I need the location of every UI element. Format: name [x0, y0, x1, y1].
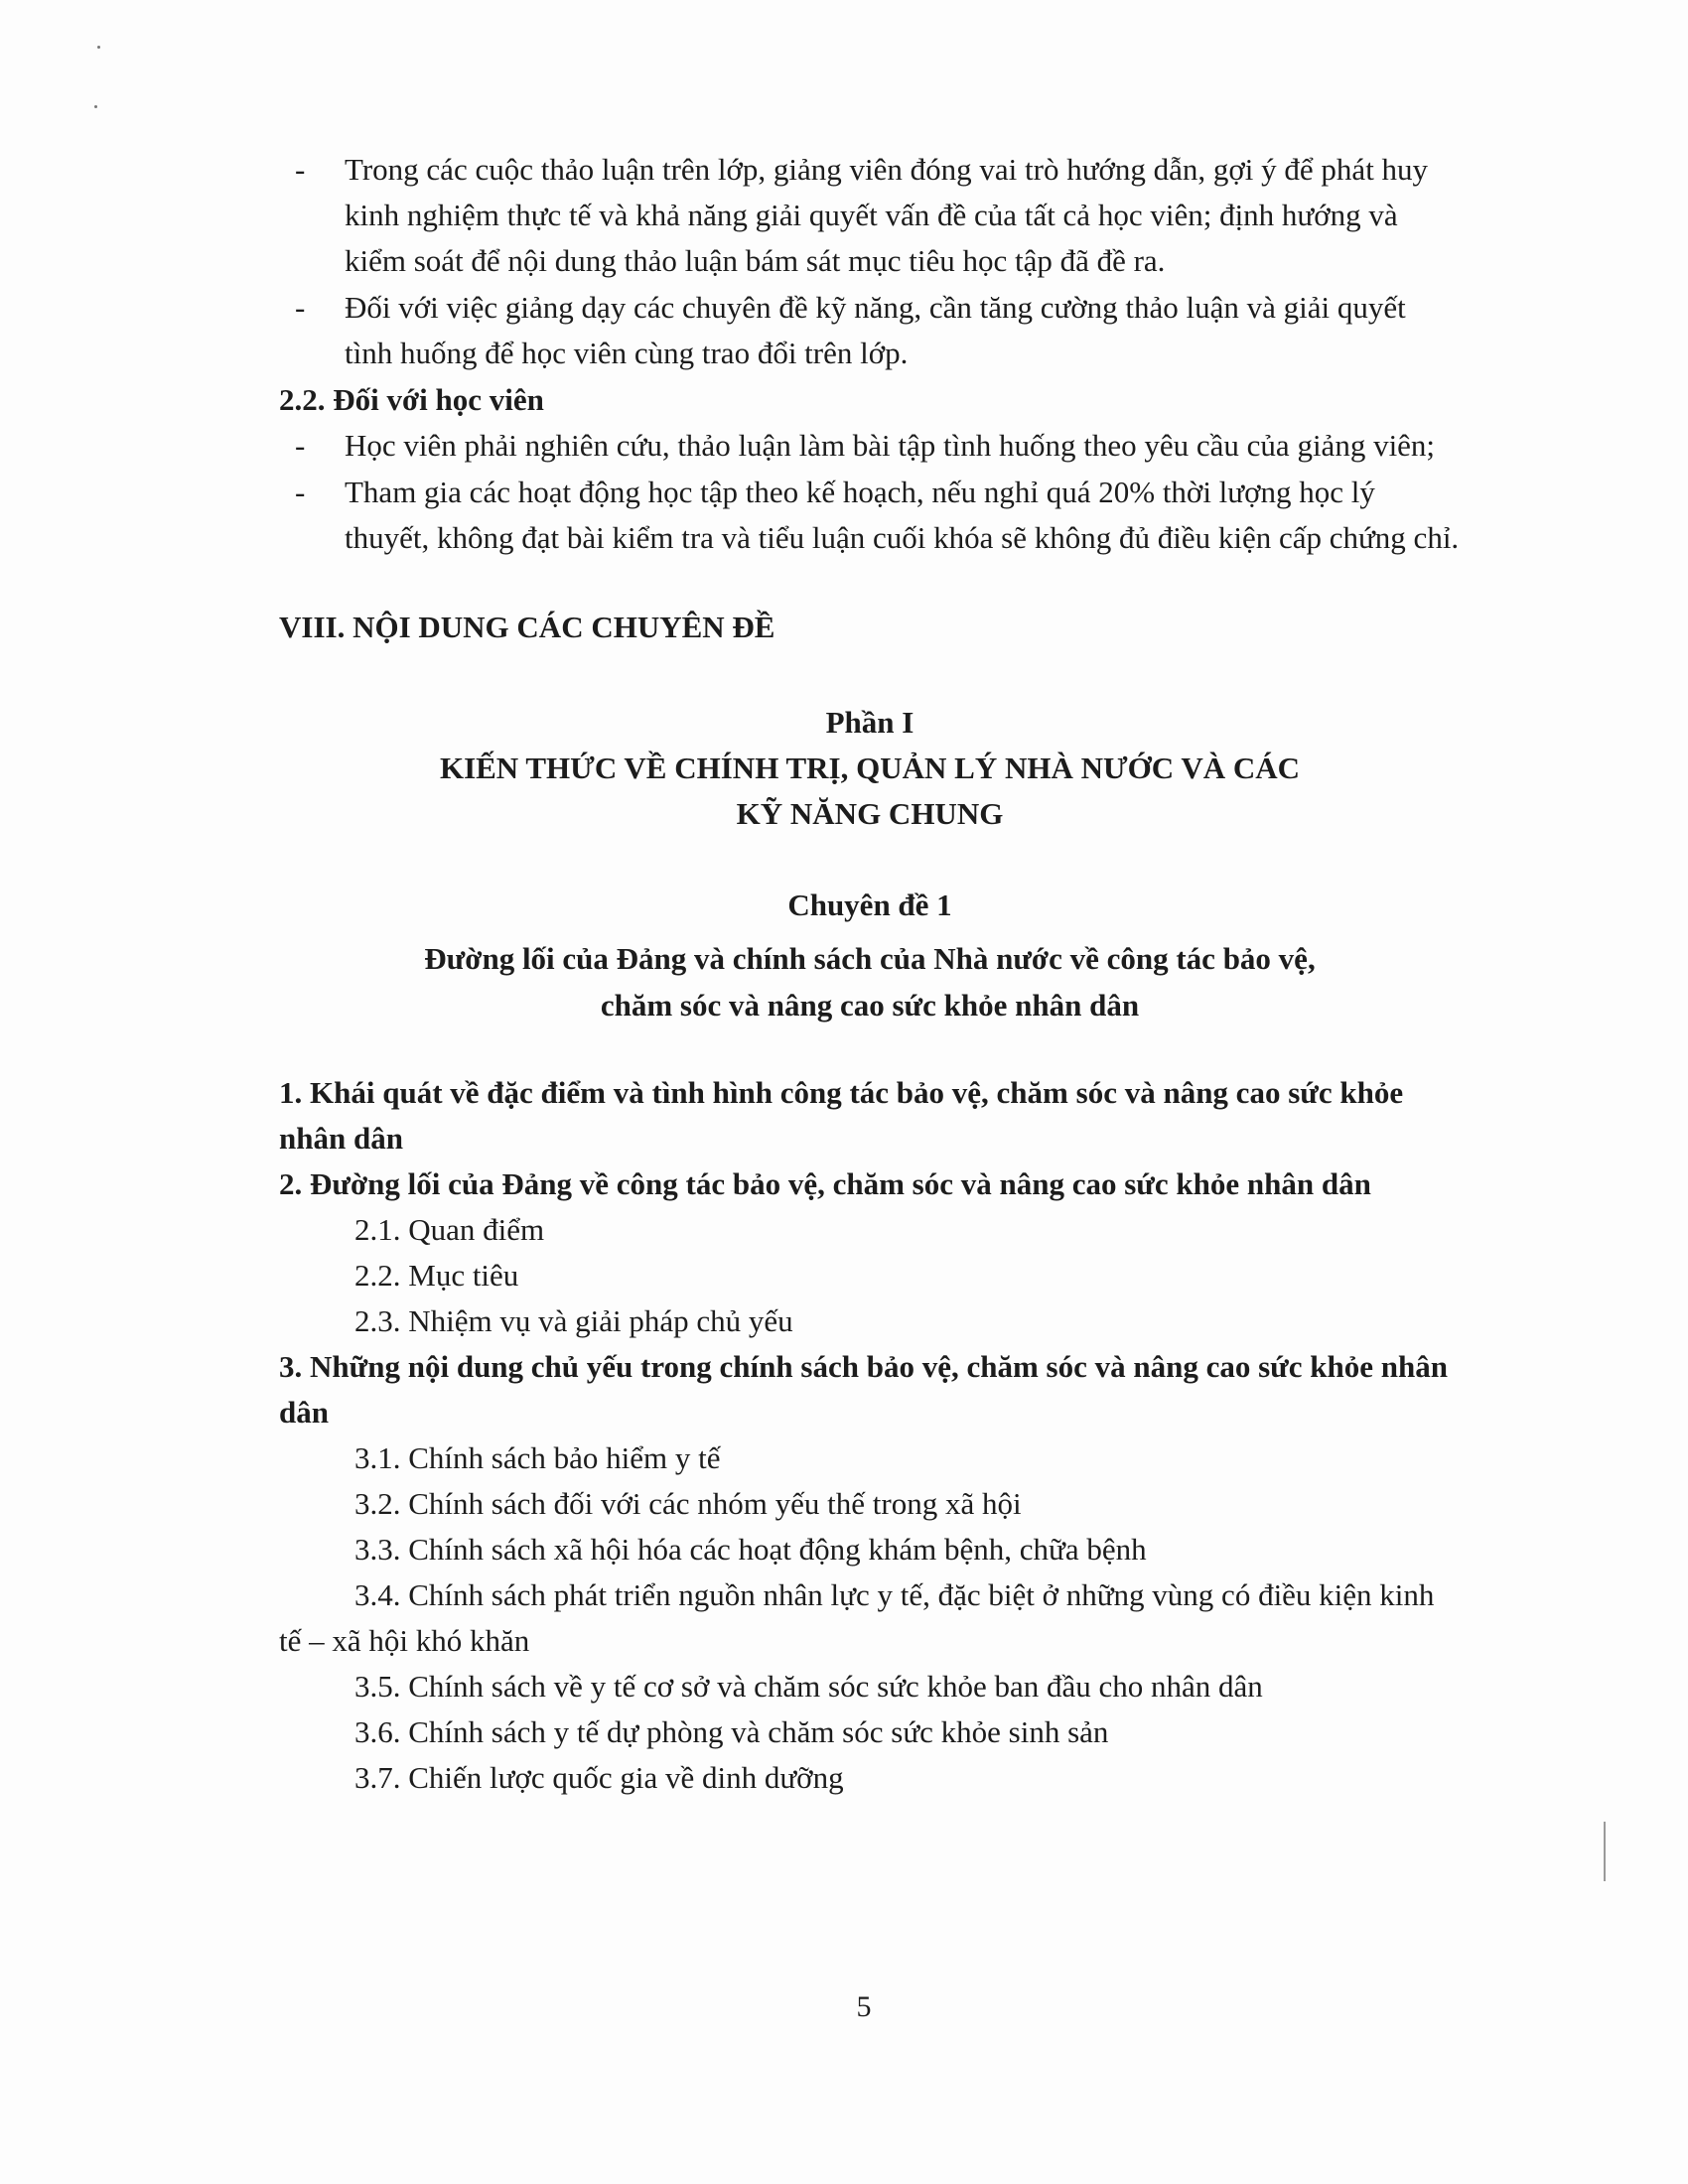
list-item: 2.2. Mục tiêu	[354, 1258, 519, 1293]
list-item: 3.1. Chính sách bảo hiểm y tế	[354, 1440, 721, 1475]
bullet-text: Đối với việc giảng dạy các chuyên đề kỹ năng, cần tăng cường thảo luận và giải quyết tình huống để học viên cùng trao đổi trên lớp.	[345, 290, 1406, 370]
document-body	[279, 147, 1461, 1801]
list-item: 3.5. Chính sách về y tế cơ sở và chăm sóc sức khỏe ban đầu cho nhân dân	[354, 1669, 1263, 1704]
scan-edge-mark	[1604, 1822, 1606, 1881]
topic-title-line-1: Đường lối của Đảng và chính sách của Nhà nước về công tác bảo vệ,	[424, 941, 1316, 976]
list-item: 3.6. Chính sách y tế dự phòng và chăm sóc sức khỏe sinh sản	[354, 1714, 1109, 1749]
bullet-item	[279, 147, 1461, 284]
bullet-item	[279, 285, 1461, 376]
topic-label: Chuyên đề 1	[787, 887, 952, 922]
bullet-item	[279, 470, 1461, 561]
bullet-text: Tham gia các hoạt động học tập theo kế hoạch, nếu nghỉ quá 20% thời lượng học lý thuyết, không đạt bài kiểm tra và tiểu luận cuối khóa sẽ không đủ điều kiện cấp chứng chỉ.	[345, 475, 1460, 555]
list-item: 3.3. Chính sách xã hội hóa các hoạt động khám bệnh, chữa bệnh	[354, 1532, 1147, 1567]
list-item: 2.1. Quan điểm	[354, 1212, 545, 1247]
section-heading-2: 2. Đường lối của Đảng về công tác bảo vệ, chăm sóc và nâng cao sức khỏe nhân dân	[279, 1166, 1371, 1201]
bullet-text: Trong các cuộc thảo luận trên lớp, giảng viên đóng vai trò hướng dẫn, gợi ý để phát huy kinh nghiệm thực tế và khả năng giải quyết vấn đề của tất cả học viên; định hướng và kiểm soát để nội dung thảo luận bám sát mục tiêu học tập đã đề ra.	[345, 152, 1429, 278]
topic-title-line-2: chăm sóc và nâng cao sức khỏe nhân dân	[600, 988, 1140, 1023]
list-item: 3.2. Chính sách đối với các nhóm yếu thế trong xã hội	[354, 1486, 1022, 1521]
list-item: 2.3. Nhiệm vụ và giải pháp chủ yếu	[354, 1303, 793, 1338]
bullet-dash: -	[295, 290, 306, 325]
bullet-item	[279, 423, 1461, 469]
scan-speck	[97, 46, 100, 49]
topic-heading-block	[279, 883, 1461, 1028]
part-label: Phần I	[825, 705, 914, 740]
bullet-dash: -	[295, 428, 306, 463]
chapter-heading: VIII. NỘI DUNG CÁC CHUYÊN ĐỀ	[279, 610, 775, 644]
part-heading-block	[279, 700, 1461, 837]
list-item: 3.7. Chiến lược quốc gia về dinh dưỡng	[354, 1760, 844, 1795]
list-item: 3.4. Chính sách phát triển nguồn nhân lực y tế, đặc biệt ở những vùng có điều kiện kinh tế – xã hội khó khăn	[279, 1577, 1435, 1658]
section-heading-3: 3. Những nội dung chủ yếu trong chính sách bảo vệ, chăm sóc và nâng cao sức khỏe nhân dân	[279, 1349, 1448, 1430]
bullet-dash: -	[295, 152, 306, 187]
subsection-heading-2-2: 2.2. Đối với học viên	[279, 382, 544, 417]
section-heading-1: 1. Khái quát về đặc điểm và tình hình công tác bảo vệ, chăm sóc và nâng cao sức khỏe nhân dân	[279, 1075, 1404, 1156]
page-number: 5	[856, 1990, 872, 2023]
scan-speck	[94, 105, 97, 108]
bullet-dash: -	[295, 475, 306, 509]
part-title: KIẾN THỨC VỀ CHÍNH TRỊ, QUẢN LÝ NHÀ NƯỚC VÀ CÁC KỸ NĂNG CHUNG	[439, 751, 1301, 831]
bullet-text: Học viên phải nghiên cứu, thảo luận làm bài tập tình huống theo yêu cầu của giảng viên;	[345, 428, 1436, 463]
